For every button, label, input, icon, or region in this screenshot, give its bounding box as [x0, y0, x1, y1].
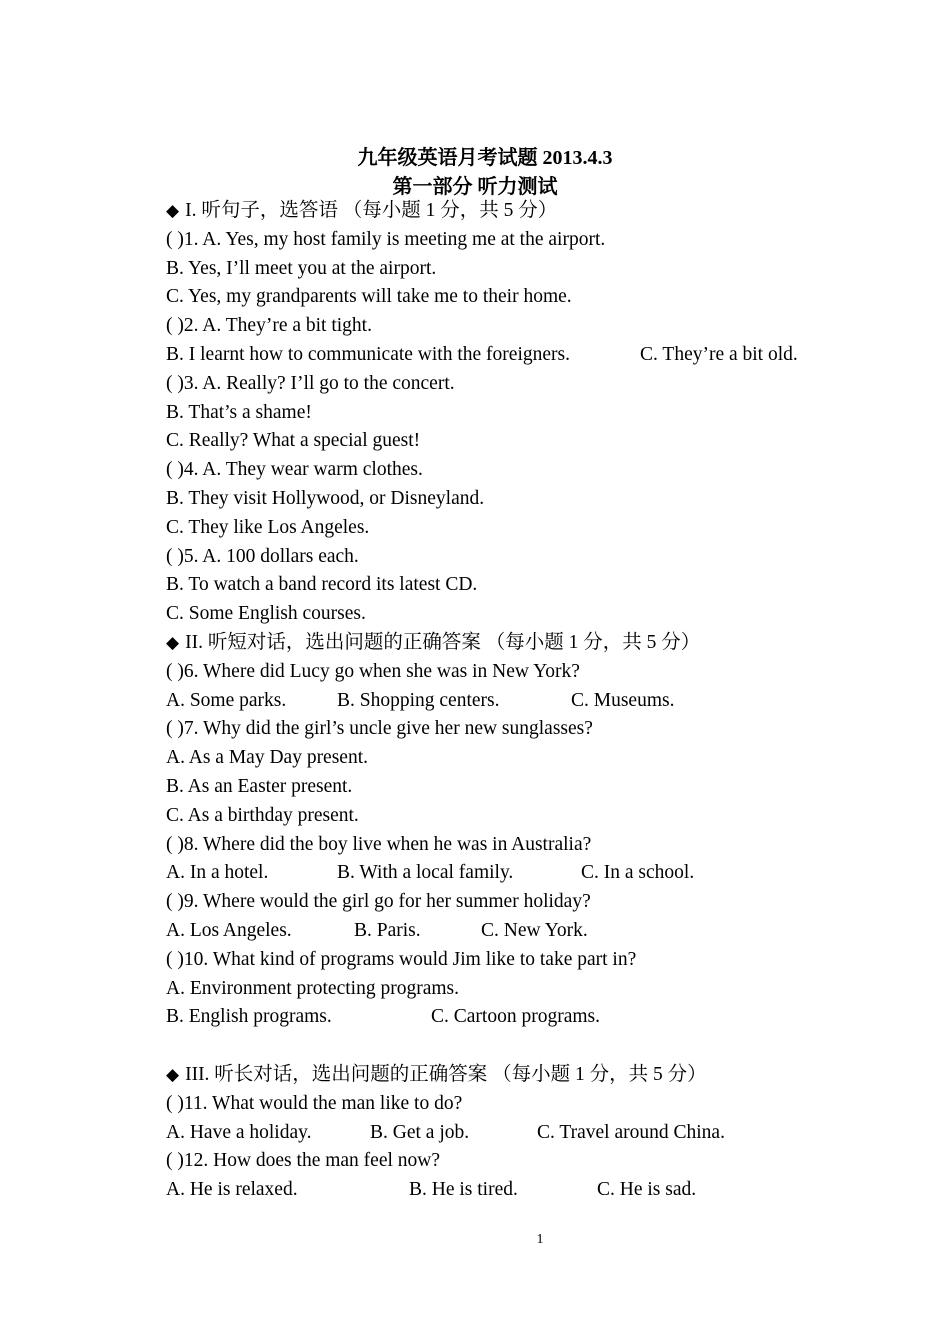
option-c: C. He is sad. — [597, 1179, 697, 1201]
section-1-heading: ◆ I. 听句子，选答语 （每小题 1 分，共 5 分） — [166, 200, 558, 221]
option-line: B. They visit Hollywood, or Disneyland. — [166, 487, 485, 509]
option-line: A. As a May Day present. — [166, 747, 368, 769]
question-line: ( )3. A. Really? I’ll go to the concert. — [166, 372, 455, 394]
diamond-bullet-icon: ◆ — [166, 201, 180, 220]
question-line: ( )9. Where would the girl go for her summer holiday? — [166, 891, 591, 913]
question-line: ( )2. A. They’re a bit tight. — [166, 315, 372, 337]
option-row — [166, 1003, 886, 1032]
exam-content — [166, 197, 886, 1205]
option-line: C. As a birthday present. — [166, 804, 359, 826]
diamond-bullet-icon: ◆ — [166, 1064, 180, 1084]
diamond-bullet-icon: ◆ — [166, 632, 180, 652]
blank-line — [166, 1032, 886, 1061]
option-c: C. In a school. — [581, 862, 695, 884]
option-row — [166, 859, 886, 888]
option-line: C. Really? What a special guest! — [166, 430, 421, 452]
option-b: B. Get a job. — [370, 1121, 470, 1143]
option-line: B. That’s a shame! — [166, 401, 312, 423]
option-a: A. Have a holiday. — [166, 1121, 312, 1143]
question-line: ( )6. Where did Lucy go when she was in New York? — [166, 660, 580, 682]
option-row — [166, 1176, 886, 1205]
question-line: ( )1. A. Yes, my host family is meeting me at the airport. — [166, 228, 606, 250]
option-line: B. To watch a band record its latest CD. — [166, 574, 478, 596]
option-c: C. They’re a bit old. — [640, 343, 798, 365]
option-b: B. Paris. — [354, 919, 421, 941]
option-b: B. English programs. — [166, 1006, 332, 1028]
option-line: B. Yes, I’ll meet you at the airport. — [166, 257, 437, 279]
question-line: ( )10. What kind of programs would Jim like to take part in? — [166, 948, 637, 970]
option-c: C. Cartoon programs. — [431, 1006, 600, 1028]
option-row — [166, 1119, 886, 1148]
question-line: ( )4. A. They wear warm clothes. — [166, 459, 423, 481]
question-line: ( )7. Why did the girl’s uncle give her new sunglasses? — [166, 718, 593, 740]
option-a: A. In a hotel. — [166, 862, 269, 884]
option-line: C. Yes, my grandparents will take me to their home. — [166, 286, 572, 308]
option-line: B. As an Easter present. — [166, 775, 353, 797]
option-row — [166, 917, 886, 946]
option-a: A. He is relaxed. — [166, 1179, 298, 1201]
option-row — [166, 687, 886, 716]
question-line: ( )5. A. 100 dollars each. — [166, 545, 359, 567]
question-line: ( )11. What would the man like to do? — [166, 1092, 463, 1114]
option-line: A. Environment protecting programs. — [166, 977, 459, 999]
option-a: A. Los Angeles. — [166, 919, 292, 941]
option-b: B. I learnt how to communicate with the foreigners. — [166, 343, 570, 365]
page-number: 1 — [536, 1232, 544, 1247]
question-line: ( )8. Where did the boy live when he was in Australia? — [166, 833, 592, 855]
option-c: C. Museums. — [571, 689, 675, 711]
option-b: B. He is tired. — [409, 1179, 518, 1201]
question-line: ( )12. How does the man feel now? — [166, 1150, 440, 1172]
section-3-heading: ◆ III. 听长对话，选出问题的正确答案 （每小题 1 分，共 5 分） — [166, 1063, 707, 1085]
option-a: A. Some parks. — [166, 689, 287, 711]
part-title: 第一部分 听力测试 — [392, 176, 558, 198]
option-line: C. They like Los Angeles. — [166, 516, 370, 538]
section-2-heading: ◆ II. 听短对话，选出问题的正确答案 （每小题 1 分，共 5 分） — [166, 631, 701, 653]
option-line: C. Some English courses. — [166, 603, 366, 625]
option-row — [166, 341, 886, 370]
option-c: C. New York. — [481, 919, 588, 941]
option-c: C. Travel around China. — [537, 1121, 725, 1143]
exam-title: 九年级英语月考试题 2013.4.3 — [357, 147, 613, 169]
option-b: B. With a local family. — [337, 862, 514, 884]
option-b: B. Shopping centers. — [337, 689, 500, 711]
